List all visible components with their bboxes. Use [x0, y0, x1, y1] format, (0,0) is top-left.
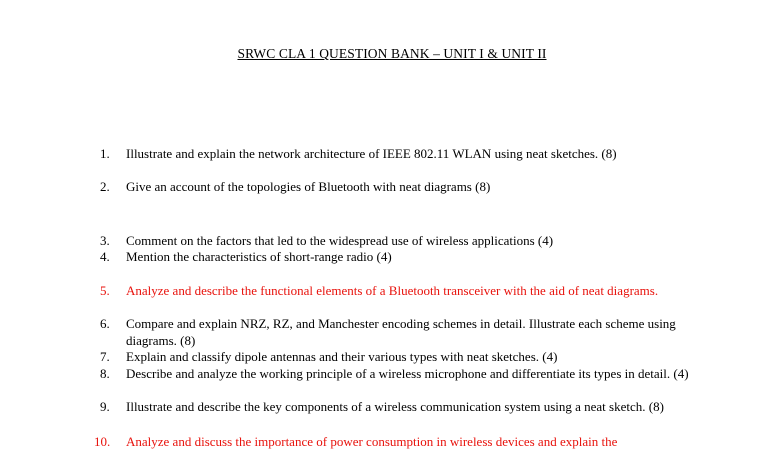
question-item-4 — [100, 249, 690, 266]
question-item-8 — [100, 366, 690, 383]
question-text: Comment on the factors that led to the widespread use of wireless applications (4) — [126, 233, 554, 248]
question-text: Describe and analyze the working principle of a wireless microphone and differentiate its types in detail. (4) — [126, 366, 689, 381]
question-text: Explain and classify dipole antennas and their various types with neat sketches. (4) — [126, 349, 558, 364]
question-text: Analyze and describe the functional elements of a Bluetooth transceiver with the aid of neat diagrams. — [126, 283, 659, 298]
question-item-9 — [100, 399, 690, 416]
question-item-7 — [100, 349, 690, 366]
question-text: Compare and explain NRZ, RZ, and Manchester encoding schemes in detail. Illustrate each scheme using diagrams. (8) — [126, 316, 676, 348]
question-text: Give an account of the topologies of Bluetooth with neat diagrams (8) — [126, 179, 491, 194]
question-text: Analyze and discuss the importance of power consumption in wireless devices and explain the — [126, 434, 618, 449]
question-number: 6. — [100, 316, 110, 331]
page-title: SRWC CLA 1 QUESTION BANK – UNIT I & UNIT II — [237, 46, 547, 61]
question-text: Mention the characteristics of short-range radio (4) — [126, 249, 392, 264]
question-number: 5. — [100, 283, 110, 298]
question-item-10 — [94, 434, 618, 451]
question-text: Illustrate and explain the network architecture of IEEE 802.11 WLAN using neat sketches. (8) — [126, 146, 617, 161]
question-number: 4. — [100, 249, 110, 264]
question-item-2 — [100, 179, 690, 196]
question-number: 10. — [94, 434, 111, 449]
question-number: 7. — [100, 349, 110, 364]
question-number: 9. — [100, 399, 110, 414]
question-number: 2. — [100, 179, 110, 194]
question-number: 8. — [100, 366, 110, 381]
question-item-6 — [100, 316, 690, 349]
question-item-3 — [100, 233, 690, 250]
question-item-5 — [100, 283, 690, 300]
question-number: 1. — [100, 146, 110, 161]
question-item-1 — [100, 146, 690, 163]
question-number: 3. — [100, 233, 110, 248]
question-text: Illustrate and describe the key components of a wireless communication system using a neat sketch. (8) — [126, 399, 664, 414]
